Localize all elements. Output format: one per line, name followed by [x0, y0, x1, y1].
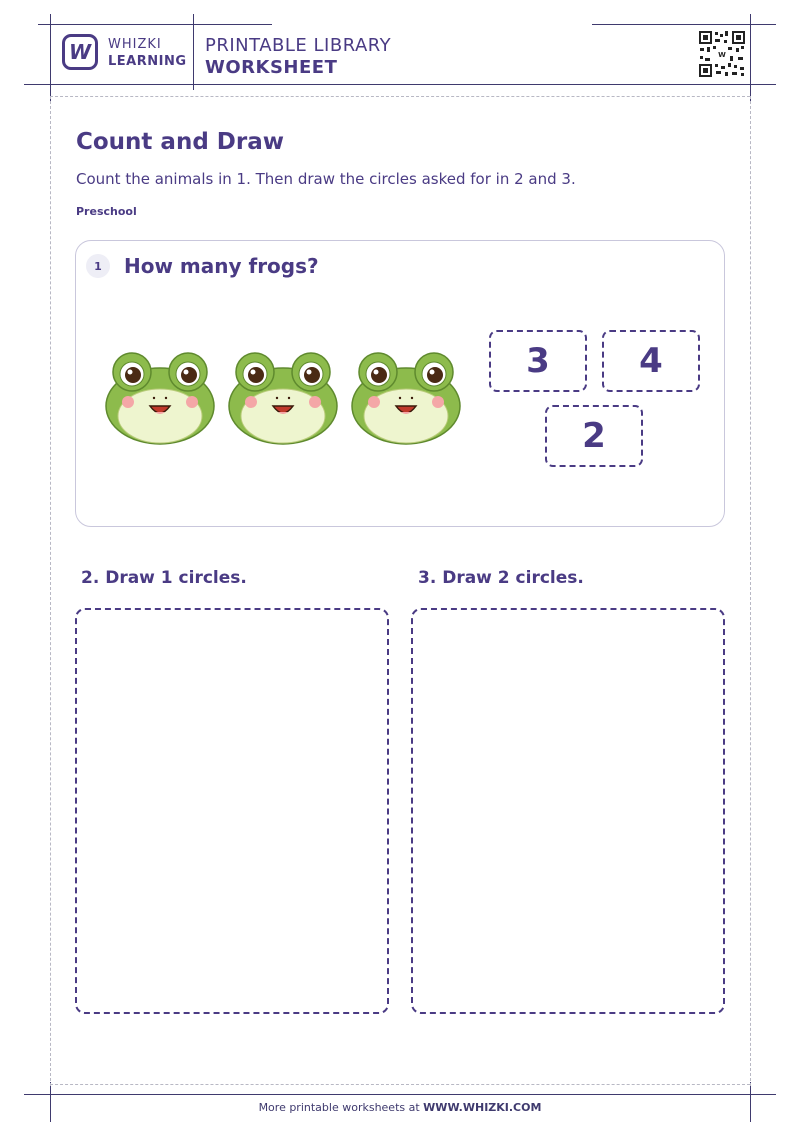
- footer-prefix: More printable worksheets at: [258, 1101, 424, 1114]
- header-top-rule-left: [38, 24, 272, 25]
- svg-text:W: W: [718, 51, 726, 59]
- answer-option[interactable]: 2: [545, 405, 643, 467]
- question-2-drawing-area[interactable]: [75, 608, 389, 1014]
- question-1-number: 1: [86, 254, 110, 278]
- page-dashed-border-left: [50, 96, 51, 1086]
- frog-icon: [104, 350, 216, 446]
- grade-level: Preschool: [76, 205, 137, 218]
- logo-letter: W: [68, 40, 92, 64]
- question-1-text: How many frogs?: [124, 254, 319, 278]
- worksheet-label: WORKSHEET: [205, 57, 338, 78]
- page-dashed-border-top: [50, 96, 750, 97]
- brand-name-bottom: LEARNING: [108, 54, 187, 69]
- library-title: PRINTABLE LIBRARY: [205, 35, 392, 56]
- header-bottom-rule: [24, 84, 776, 85]
- page-dashed-border-right: [750, 96, 751, 1086]
- page-dashed-border-bottom: [50, 1084, 750, 1085]
- footer-site-link[interactable]: WWW.WHIZKI.COM: [423, 1101, 542, 1114]
- question-2-label: 2. Draw 1 circles.: [81, 568, 247, 588]
- footer-text: [0, 1101, 800, 1114]
- footer-rule: [24, 1094, 776, 1095]
- answer-option[interactable]: 3: [489, 330, 587, 392]
- whizki-logo-icon: [62, 34, 98, 70]
- question-3-drawing-area[interactable]: [411, 608, 725, 1014]
- header-left-vertical: [50, 14, 51, 104]
- header-right-vertical: [750, 14, 751, 104]
- worksheet-instructions: Count the animals in 1. Then draw the circles asked for in 2 and 3.: [76, 170, 576, 188]
- worksheet-title: Count and Draw: [76, 129, 284, 155]
- brand-name-top: WHIZKI: [108, 37, 162, 52]
- qr-code-icon: [698, 30, 746, 78]
- header-divider-vertical: [193, 14, 194, 90]
- header-top-rule-right: [592, 24, 776, 25]
- frog-icon: [350, 350, 462, 446]
- question-3-label: 3. Draw 2 circles.: [418, 568, 584, 588]
- frog-icon: [227, 350, 339, 446]
- answer-option[interactable]: 4: [602, 330, 700, 392]
